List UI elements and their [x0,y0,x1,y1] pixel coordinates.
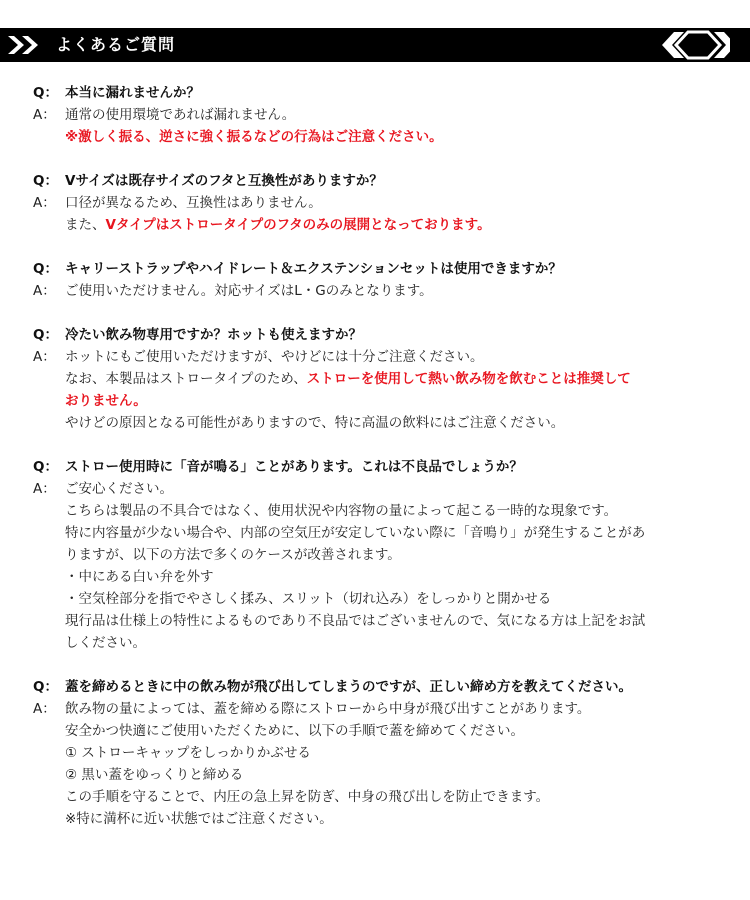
question-text: Vサイズは既存サイズのフタと互換性がありますか？ [65,173,383,189]
answer-line: 口径が異なるため、互換性はありません。 [65,195,322,211]
answer-marker: A： [33,107,56,123]
answer-body [65,698,723,830]
question-text: 蓋を締めるときに中の飲み物が飛び出してしまうのですが、正しい締め方を教えてください。 [65,679,632,695]
faq-item [33,676,723,830]
answer-marker: A： [33,283,56,299]
answer-line: 現行品は仕様上の特性によるものであり不良品ではございませんので、気になる方は上記をお試 [65,613,646,629]
question-marker: Q： [33,679,58,695]
answer-marker: A： [33,701,56,717]
answer-marker: A： [33,349,56,365]
answer-marker: A： [33,195,56,211]
answer-body [65,478,723,654]
question-marker: Q： [33,261,58,277]
question-marker: Q： [33,459,58,475]
answer-body [65,104,723,148]
answer-line: ご使用いただけません。対応サイズはL・Gのみとなります。 [65,283,433,299]
faq-item [33,456,723,654]
answer-body [65,346,723,434]
answer-text: なお、本製品はストロータイプのため、 [65,371,307,387]
answer-warning: Vタイプはストロータイプのフタのみの展開となっております。 [105,217,491,233]
question-text: 冷たい飲み物専用ですか？ホットも使えますか？ [65,327,362,343]
answer-line [65,368,723,390]
faq-item [33,82,723,148]
answer-line: こちらは製品の不具合ではなく、使用状況や内容物の量によって起こる一時的な現象です。 [65,503,618,519]
answer-list-item: ・中にある白い弁を外す [65,569,214,585]
answer-line: 通常の使用環境であれば漏れません。 [65,107,296,123]
answer-line: ご安心ください。 [65,481,173,497]
question-marker: Q： [33,85,58,101]
question-text: ストロー使用時に「音が鳴る」ことがあります。これは不良品でしょうか？ [65,459,523,475]
answer-text: また、 [65,217,106,233]
answer-line [65,214,723,236]
faq-item [33,324,723,434]
answer-body [65,280,723,302]
answer-marker: A： [33,481,56,497]
answer-line: しください。 [65,635,146,651]
answer-line: りますが、以下の方法で多くのケースが改善されます。 [65,547,401,563]
answer-line: ホットにもご使用いただけますが、やけどには十分ご注意ください。 [65,349,484,365]
answer-line: 特に内容量が少ない場合や、内部の空気圧が安定していない際に「音鳴り」が発生することがあ [65,525,646,541]
answer-body [65,192,723,236]
section-header [0,28,750,62]
answer-step: ② 黒い蓋をゆっくりと締める [65,767,244,783]
answer-warning: ストローを使用して熱い飲み物を飲むことは推奨して [306,371,631,387]
answer-step: ① ストローキャップをしっかりかぶせる [65,745,311,761]
double-chevron-right-icon [4,28,44,62]
chevron-pattern-icon [648,28,730,62]
answer-warning: ※激しく振る、逆さに強く振るなどの行為はご注意ください。 [65,129,443,145]
answer-warning: おりません。 [65,393,147,409]
answer-line: この手順を守ることで、内圧の急上昇を防ぎ、中身の飛び出しを防止できます。 [65,789,550,805]
page-title: よくあるご質問 [56,35,176,54]
question-text: キャリーストラップやハイドレート＆エクステンションセットは使用できますか？ [65,261,562,277]
question-text: 本当に漏れませんか？ [65,85,200,101]
answer-list-item: ・空気栓部分を指でやさしく揉み、スリット（切れ込み）をしっかりと開かせる [65,591,552,607]
question-marker: Q： [33,173,58,189]
answer-line: ※特に満杯に近い状態ではご注意ください。 [65,811,333,827]
answer-line: 飲み物の量によっては、蓋を締める際にストローから中身が飛び出すことがあります。 [65,701,591,717]
faq-item [33,258,723,302]
answer-line: やけどの原因となる可能性がありますので、特に高温の飲料にはご注意ください。 [65,415,565,431]
answer-line: 安全かつ快適にご使用いただくために、以下の手順で蓋を締めてください。 [65,723,524,739]
question-marker: Q： [33,327,58,343]
faq-item [33,170,723,236]
